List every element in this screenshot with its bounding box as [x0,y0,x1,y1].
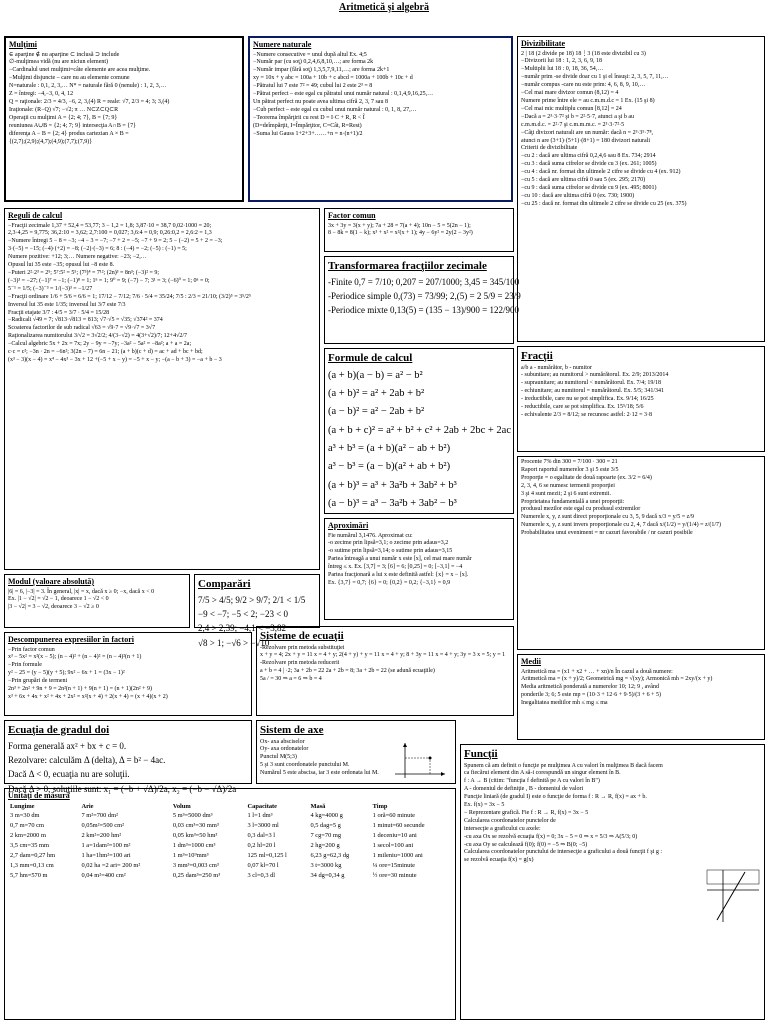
numere-line: −Cub perfect – este egal cu cubul unui număr natural : 0, 1, 8, 27,… [253,106,417,113]
section-unitati-de-masura [4,788,456,1020]
descompunere-line: 2n³ + 2n² + 9n + 9 = 2n²(n + 1) + 9(n + 1) = (n + 1)(2n² + 9) [8,686,153,693]
formule-title: Formule de calcul [328,352,413,364]
numere-line: −Pătratul lui 7 este 7² = 49; cubul lui 2 este 2³ = 8 [253,83,373,90]
reguli-line: −Numere întregi 5 − 8 = −3; −4 − 3 = −7; −7 + 2 = −5; −7 + 9 = 2; 5 − (−2) = 5 + 2 = −3; [8,238,223,245]
factor-title: Factor comun [328,211,376,220]
factor-line: 3x + 3y = 3(x + y); 7a + 28 = 7(a + 4); 10n − 5 = 5(2n − 1); [328,222,471,229]
multimi-line: −Mulţimi disjuncte – care nu au elemente comune [9,75,130,82]
descompunere-line: −Prin formule [8,662,42,669]
divizibilitate-line: −cu 3 : dacă suma cifrelor se divide cu 3 (ex. 261; 1005) [521,161,657,168]
units-cell: 7 cg=70 mg [310,831,342,839]
numere-line: −Pătrat perfect – este egal cu pătratul unui număr natural : 0,1,4,9,16,25,… [253,91,434,98]
multimi-line: −Cardinalul unei mulţimi=câte elemente are acea mulţime. [9,67,151,74]
comparari-line: √8 > 1; −√6 > −√10 [198,637,270,648]
units-cell: 125 ml=0,125 l [247,851,287,859]
section-medii [517,654,765,740]
axe-line: Numărul 5 este abscisa, iar 3 este ordonata lui M. [260,770,379,777]
units-header-cell: Lungime [10,802,35,810]
linear-function-graph-icon [705,868,761,924]
formule-line: (a + b)(a − b) = a² − b² [328,369,423,381]
divizibilitate-line: −cu 10 : dacă are ultima cifră 0 (ex. 730; 1900) [521,192,635,199]
reguli-line: −Puteri 2²·2³ = 2⁵; 5⁷:5² = 5⁵; (7³)⁴ = 7¹²; (2n)³ = 8n³; (−3)² = 9; [8,269,160,276]
modul-line: |6| = 6, |−3| = 3. În general, |x| = x, dacă x ≥ 0; −x, dacă x < 0 [8,588,155,595]
divizibilitate-line: −Dacă a = 2³·3·7² şi b = 2²·5·7, atunci a şi b au [521,113,635,120]
units-cell: 3 mm³=0,003 cm³ [172,861,219,869]
numere-line: −Teorema împărţirii cu rest D = I·C + R, R < Î [253,114,365,121]
axe-line: Punctul M(5;3) [260,754,297,761]
reguli-line: (−3)³ = −27; (−1)⁷ = −1; (−1)⁸ = 1; 1ⁿ = 1; 9⁰ = 9; (−7) − 7; 3¹ = 3; (−6)⁰ = 1; 0ⁿ = 0; [8,277,210,284]
multimi-line: reuniunea A∪B = {2; 4; 7; 9} intersecţia A∩B = {7} [9,122,136,129]
units-header-cell: Volum [172,802,191,810]
reguli-line: 2,3·4,25 = 9,775; 36,2:10 = 3,62; 2,7:100 = 0,027; 3,6:4 = 0,9; 0,26:0,2 = 2,6:2 = 1,3 [8,230,212,237]
functii-line: A - domeniul de definiţie , B - domeniul de valori [464,786,584,793]
numere-line: −Număr par (cu soţ) 0,2,4,6,8,10,…; are forma 2k [253,59,374,66]
transformarea-line: -Periodice mixte 0,13(5) = (135 − 13)/900 = 122/900 [328,305,519,316]
units-row [8,861,452,871]
transformarea-line: -Finite 0,7 = 7/10; 0,207 = 207/1000; 3,45 = 345/100 [328,276,520,287]
divizibilitate-line: −Divizorii lui 18 : 1, 2, 3, 6, 9, 18 [521,58,603,65]
section-numere-naturale [248,36,513,202]
procente-line: Numerele x, y, z sunt invers proporţionale cu 2, 4, 7 dacă x/(1/2) = y/(1/4) = z/(1/7) [521,522,721,529]
comparari-line: 7/5 > 4/5; 9/2 > 9/7; 2/1 < 1/5 [198,594,306,605]
units-cell: 0,05m²=500 cm² [81,821,125,829]
divizibilitate-line: Criterii de divizibilitate [521,145,578,152]
ecuatii-line: x + y = 4; 2x + y = 11 x = 4 + y; 2(4 + y) + y = 11 x = 4 + y; 8 + 3y = 11 x = 4 + y; 3y = 3 x = 5; y = 1 [260,652,506,659]
reguli-line: −Calcul algebric 5x + 2x = 7x; 2y − 9y = −7y; −3a² − 5a² = −8a²; a + a = 2a; [8,341,192,348]
section-transformarea-fractiilor [324,256,521,344]
multimi-line: N=naturale : 0,1, 2, 3,… N* = naturale fără 0 (nenule) : 1, 2, 3,… [9,83,167,90]
fractii-line: - echiunitare; au numitorul = numărătorul. Ex. 5/5; 341/341 [521,388,665,395]
numere-line: −Numere consecutive = unul după altul Ex. 4;5 [253,51,367,58]
aproximari-line: -o zecime prin lipsă=3,1; o zecime prin adaus=3,2 [328,540,449,547]
factor-line: 8 − 8k = 8(1 − k); x³ + x² = x²(x + 1); 4y − 6y² = 2y(2 − 3y²) [328,230,473,237]
medii-line: Aritmetică ma = (x1 + x2 + … + xn)/n În cazul a două numere: [521,668,673,675]
functii-title: Funcţii [464,748,498,760]
functii-line: Calcularea coordonatelor punctului de intersecţie a graficului a două funcţii f şi g : [464,849,663,856]
units-cell: 5,7 hm=570 m [10,871,48,879]
numere-line: (D=deîmpărţit, I=Împărţitor, C=Cât, R=Rest) [253,122,362,129]
numere-line: xy = 10x + y abc = 100a + 10b + c abcd = 1000a + 100b + 10c + d [253,75,413,82]
functii-line: Spunem că am definit o funcţie pe mulţimea A cu valori în mulţimea B dacă facem [464,762,663,769]
units-cell: 3 m=30 dm [10,812,40,819]
units-cell: 1 dm³=1000 cm³ [172,841,216,849]
units-header-cell: Capacitate [247,802,277,810]
units-cell: 1 mileniu=1000 ani [372,851,423,859]
section-formule-de-calcul [324,348,514,514]
reguli-line: −Radicali √49 = 7; √813·√813 = 813; √7·√5 = √35; √374² = 374 [8,317,163,324]
numere-line: −Suma lui Gauss 1+2+3+……+n = n·(n+1)/2 [253,130,363,137]
axe-title: Sistem de axe [260,724,324,736]
divizibilitate-line: −Multiplii lui 18 : 0, 18, 36, 54,… [521,66,604,73]
units-cell: 0,2 hl=20 l [247,841,276,849]
aproximari-line: Partea întreagă a unui număr x este [x], cel mai mare număr [328,556,472,563]
units-cell: 0,5 dag=5 g [310,821,341,829]
fractii-line: - subunitare; au numitorul > numărătorul. Ex. 2/9; 2013/2014 [521,372,669,379]
reguli-line: Fracţii etajate 3/7 : 4/5 = 3/7 · 5/4 = 15/28 [8,309,110,316]
units-cell: 1 secol=100 ani [372,841,414,849]
reguli-line: Numere pozitive: +12; 3;… Numere negative: −23; −2,… [8,254,147,261]
units-cell: 0,3 dal=3 l [247,831,276,839]
units-cell: 7 m²=700 dm² [81,812,119,819]
divizibilitate-line: −cu 25 : dacă nr. format din ultimele 2 cifre se divide cu 25 (ex. 375) [521,200,687,207]
multimi-title: Mulţimi [9,40,37,49]
descompunere-title: Descompunerea expresiilor în factori [8,635,134,644]
units-cell: 1 oră=60 minute [372,812,415,819]
formule-line: (a + b + c)² = a² + b² + c² + 2ab + 2bc + 2ac [328,424,511,436]
reguli-line: Raţionalizarea numitorului 3/√2 = 3√2/2; 4/(3−√2) = 4(3+√2)/7; 12+4√2/7 [8,333,188,340]
divizibilitate-line: −Cel mai mare divizor comun (8,12) = 4 [521,90,619,97]
units-cell: 2 km²=200 hm² [81,831,122,839]
units-row [8,821,452,831]
units-row [8,841,452,851]
gradul2-line: Dacă Δ > 0, soluţiile sunt: x₁ = (−b + √Δ)/2a, x₂ = (−b − √Δ)/2a [8,783,237,794]
divizibilitate-line: Numere prime între ele = au c.m.m.d.c = 1 Ex. (15 şi 8) [521,97,655,104]
units-cell: 1,3 mm=0,13 cm [10,861,54,869]
axe-line: 5 şi 3 sunt coordonatele punctului M. [260,762,350,769]
multimi-line: Operaţii cu mulţimi A = {2; 4; 7}, B = {7; 9} [9,114,118,121]
comparari-title: Comparări [198,578,251,590]
units-row [8,811,452,821]
aproximari-line: -o sutime prin lipsă=3,14; o sutime prin adaus=3,15 [328,548,453,555]
ecuatii-title: Sisteme de ecuaţii [260,630,344,642]
units-cell: 0,02 ha =2 ari= 200 m² [81,861,141,869]
reguli-line: −Fracţii ordinare 1/6 + 5/6 = 6/6 = 1; 17/12 − 7/12; 7/6 · 5/4 = 35/24; 7/5 : 2/3 = 21/10; (3/2)⁵ = 3⁵/2⁵ [8,293,251,300]
section-aproximari [324,518,514,620]
medii-line: Inegalitatea mediilor mh ≤ mg ≤ ma [521,700,608,707]
medii-line: Media aritmetică ponderată a numerelor 10; 12; 9 , având [521,684,659,691]
section-fractii [517,346,765,452]
divizibilitate-line: −număr compus -care nu este prim: 4, 6, 8, 9, 10,… [521,82,646,89]
units-cell: 6,23 g=62,3 dg [310,851,350,859]
ecuatii-line: a + b = 4 | ·2; 3a + 2b = 22 2a + 2b = 8; 3a + 2b = 22 (se adună ecuaţiile) [260,668,435,675]
units-table [8,803,452,881]
procente-line: 3 şi 4 sunt mezii; 2 şi 6 sunt extremii. [521,490,611,497]
modul-line: Ex. |1 − √2| = √2 − 1, deoarece 1 − √2 < 0 [8,596,109,603]
units-cell: 2,7 dam=0,27 hm [10,851,56,859]
formule-line: (a − b)³ = a³ − 3a²b + 3ab² − b³ [328,498,457,510]
units-cell: 0,07 kl=70 l [247,861,279,869]
gradul2-line: Dacă Δ < 0, ecuaţia nu are soluţii. [8,769,130,780]
units-row [8,871,452,881]
multimi-line: {(2,7);(2,9);(4,7);(4,9);(7,7);(7,9)} [9,138,93,145]
multimi-line: diferenţa A − B = {2; 4} produs cartezian A × B = [9,130,129,137]
numere-line: −Număr impar (fără soţ) 1,3,5,7,9,11,…; are forma 2k+1 [253,67,390,74]
fractii-line: - reductibile, care se pot simplifica. Ex. 15⁵/18; 5/6 [521,404,644,411]
section-reguli-de-calcul [4,208,320,570]
units-title: Unităţi de măsură [8,791,70,800]
section-sisteme-de-ecuatii [256,626,514,716]
reguli-line: (x³ − 3)(x − 4) = x⁴ − 4x³ − 3x + 12 +(−5 + x − y) = −5 + x − y; −(a − b + 3) = −a + b − 3 [8,356,222,363]
units-cell: 1 ha=1hm²=100 ari [81,851,131,859]
section-procente [517,456,765,650]
units-cell: 5 m³=5000 dm³ [172,812,213,819]
gradul2-line: Forma generală ax² + bx + c = 0. [8,740,127,751]
reguli-line: −Fracţii zecimale 1,37 + 52,4 = 53,77; 3 − 1,2 = 1,8; 3,87·10 = 38,7 0,02·1000 = 20; [8,222,212,229]
units-cell: 3 t=3000 kg [310,861,342,869]
descompunere-line: x³ − 5x² = x²(x − 5); (n − 4)² + (n − 4)² = (n − 4)²(n + 1) [8,654,142,661]
ecuatii-line: -Rezolvare prin metoda reducerii [260,660,340,667]
divizibilitate-line: −Câţi divizori naturali are un număr: dacă n = 2³·3⁵·7⁸, [521,129,654,136]
procente-line: Probabilitatea unui eveniment = nr cazuri favorabile / nr cazuri posibile [521,530,693,537]
units-cell: 0,04 m²=400 cm² [81,871,126,879]
formule-line: (a + b)² = a² + 2ab + b² [328,387,425,399]
divizibilitate-line: −cu 9 : dacă suma cifrelor se divide cu 9 (ex. 495; 8001) [521,184,657,191]
procente-line: Proporţie = o egalitate de două rapoarte (ex. 3/2 = 6/4) [521,474,652,481]
multimi-line: Q = raţionale: 2/3 = 4/3, −6, 2, 3,(4) R = reale: √7, 2/3 = 4; 3; 3,(4) [9,98,170,105]
units-cell: 0,25 dam³=250 m³ [172,871,221,879]
formule-line: a³ − b³ = (a − b)(a² + ab + b²) [328,461,451,473]
divizibilitate-line: −cu 5 : dacă are ultima cifră 0 sau 5 (ex. 295; 2170) [521,177,646,184]
procente-line: Raport raportul numerelor 3 şi 5 este 3/5 [521,466,619,473]
units-cell: 4 kg=4000 g [310,812,343,819]
aproximari-line: Fie numărul 3,1476. Aproximat cu: [328,532,413,539]
page-title: Aritmetică şi algebră [339,2,429,13]
units-cell: ½ ore=30 minute [372,871,417,879]
multimi-line: Iraţionale: (R−Q) √7; −√2; π … N⊂Z⊂Q⊂R [9,106,119,113]
multimi-line: ∈ aparţine ∉ nu aparţine ⊂ inclusă ⊃ include [9,51,120,58]
descompunere-line: −Prin factor comun [8,646,55,653]
units-cell: 3 cl=0,3 dl [247,871,276,879]
section-multimi [4,36,244,202]
fractii-title: Fracţii [521,350,553,362]
medii-title: Medii [521,657,541,666]
numere-line: Un pătrat perfect nu poate avea ultima cifră 2, 3, 7 sau 8 [253,98,388,105]
units-cell: 1 minut=60 secunde [372,821,425,829]
procente-line: Numerele x, y, z sunt direct proporţionale cu 3, 5, 9 dacă x/3 = y/5 = z/9 [521,514,694,521]
units-cell: 1 a=1dam²=100 m² [81,841,131,849]
aproximari-line: Partea fracţionară a lui x este definită astfel: {x} = x − [x]. [328,572,469,579]
section-divizibilitate [517,36,765,342]
divizibilitate-line: 2 | 18 (2 divide pe 18) 18⋮3 (18 este divizibil cu 3) [521,50,646,57]
axe-line: Ox- axa absciselor [260,738,305,745]
functii-line: intersecţie a graficului cu axele: [464,825,541,832]
coordinate-axes-icon [390,740,450,780]
comparari-line: 2,4 > 2,39; −4,1 < −3,82 [198,623,287,634]
reguli-line: Inversul lui 35 este 1/35; inversul lui 3/7 este 7/3 [8,301,126,308]
divizibilitate-line: −număr prim -se divide doar cu 1 şi el însuşi: 2, 3, 5, 7, 11,… [521,74,669,81]
ecuatii-line: -Rezolvare prin metoda substituţiei [260,644,345,651]
multimi-line: Z = întregi: −4,−3, 0, 4, 12 [9,91,74,98]
modul-title: Modul (valoare absolută) [8,577,95,586]
procente-line: 2, 3, 4, 6 se numesc termenii proporţiei [521,482,615,489]
formule-line: a³ + b³ = (a + b)(a² − ab + b²) [328,443,451,455]
transformarea-line: -Periodice simple 0,(73) = 73/99; 2,(5) = 2 5/9 = 23/9 [328,290,521,301]
units-header-cell: Arie [81,802,94,810]
numere-title: Numere naturale [253,40,312,49]
gradul2-title: Ecuaţia de gradul doi [8,724,110,736]
divizibilitate-title: Divizibilitate [521,39,565,48]
transformarea-title: Transformarea fracţiilor zecimale [328,260,487,272]
units-cell: 34 dg=0,34 g [310,871,345,879]
section-factor-comun [324,208,514,252]
medii-line: ponderile 3; 6; 5 este mp = (10·3 + 12·6 + 9·5)/(3 + 6 + 5) [521,692,662,699]
units-row [8,831,452,841]
units-header-cell: Timp [372,802,388,810]
units-cell: 1 deceniu=10 ani [372,831,417,839]
procente-line: produsul mezilor este egal cu produsul extremilor [521,506,641,513]
section-ecuatia-de-gradul-doi [4,720,252,794]
aproximari-line: Ex. {3,7} = 0,7; {6} = 0; {0,2} = 0,2; {−3,1} = 0,9 [328,579,451,586]
divizibilitate-line: −Cel mai mic multiplu comun [8,12] = 24 [521,105,622,112]
fractii-line: - echivalente 2/3 = 8/12; se recunosc astfel: 2·12 = 3·8 [521,411,653,418]
units-cell: 0,7 m=70 cm [10,821,44,829]
units-cell: 3,5 cm=35 mm [10,841,49,849]
formule-line: (a + b)³ = a³ + 3a²b + 3ab² + b³ [328,479,457,491]
modul-line: |3 − √2| = 3 − √2, deoarece 3 − √2 ≥ 0 [8,604,99,611]
reguli-line: 3·(−5) = −15; (−4)·(+2) = −8; (−2)·(−3) = 6; 8 : (−4) = −2; (−5) : (−1) = 5; [8,246,187,253]
units-cell: ¼ ore=15minute [372,861,415,869]
units-cell: 2 hg=200 g [310,841,340,849]
functii-line: − Reprezentare grafică. Fie f : R → R, f(x) = 3x − 5 [464,809,589,816]
axe-line: Oy- axa ordonatelor [260,746,309,753]
functii-line: Calcularea coordonatelor punctelor de [464,817,556,824]
functii-line: Funcţie liniară (de gradul I) este o funcţie de forma f : R → R, f(x) = ax + b. [464,794,647,801]
descompunere-line: x³ + 6x + 4x + x² + 4x + 2x² = x²(x + 4) + 2(x + 4) = (x + 4)(x + 2) [8,693,168,700]
section-modul [4,574,190,628]
units-cell: 1 l=1 dm³ [247,812,273,819]
descompunere-line: −Prin grupări de termeni [8,678,68,685]
aproximari-line: întreg ≤ x. Ex. [3,7] = 3; [6] = 6; [0,25] = 0; [−3,1] = −4 [328,564,463,571]
functii-line: -cu axa Oy se calculează f(0); f(0) = −5 ⇒ B(0; −5) [464,841,588,848]
reguli-line: Scoaterea factorilor de sub radical √63 = √9·7 = √9·√7 = 3√7 [8,325,156,332]
reguli-title: Reguli de calcul [8,211,63,220]
gradul2-line: Rezolvare: calculăm Δ (delta), Δ = b² − 4ac. [8,754,166,765]
functii-line: se rezolvă ecuaţia f(x) = g(x) [464,857,534,864]
fractii-line: - ireductibile, care nu se pot simplifica. Ex. 9/14; 16/25 [521,396,654,403]
reguli-line: c·c = c²; −3n · 2n = −6n²; 3(2n − 7) = 6n − 21; (a + b)(c + d) = ac + ad + bc + bd; [8,349,203,356]
descompunere-line: y² − 25 = (y − 5)(y + 5); 9x² − 6x + 1 = (3x − 1)² [8,670,125,677]
formule-line: (a − b)² = a² − 2ab + b² [328,406,425,418]
units-cell: 1 m³=10⁹mm³ [172,851,209,859]
aproximari-title: Aproximări [328,521,369,530]
procente-line: Proprietatea fundamentală a unei proporţii: [521,498,625,505]
units-cell: 0,05 km³=50 hm³ [172,831,218,839]
units-header-cell: Masă [310,802,326,810]
medii-line: Aritmetică ma = (x + y)/2; Geometrică mg = √(xy); Armonică mh = 2xy/(x + y) [521,676,713,683]
units-cell: 3 l=3000 ml [247,821,279,829]
divizibilitate-line: −cu 4 : dacă nr. format din ultimele 2 cifre se divide cu 4 (ex. 912) [521,169,681,176]
fractii-line: a/b a - numărător, b - numitor [521,364,592,371]
divizibilitate-line: c.m.m.d.c. = 2²·7 şi c.m.m.m.c. = 2³·3·7²·5 [521,121,625,128]
functii-line: ca fiecărui element din A să-i corespundă un singur element în B. [464,770,621,777]
reguli-line: Opusul lui 35 este −35; opusul lui −8 este 8. [8,262,115,269]
fractii-line: - supraunitare; au numitorul < numărătorul. Ex. 7/4; 19/18 [521,380,662,387]
units-cell: 2 km=2000 m [10,831,46,839]
multimi-line: ∅-mulţimea vidă (nu are niciun element) [9,59,109,66]
units-cell: 0,03 cm³=30 mm³ [172,821,219,829]
units-row [8,851,452,861]
divizibilitate-line: atunci n are (3+1)·(5+1)·(8+1) = 180 divizori naturali [521,137,650,144]
reguli-line: 5⁻¹ = 1/5; (−3)⁻³ = 1/(−3)³ = −1/27 [8,285,93,292]
procente-line: Procente 7% din 300 = 7/100 · 300 = 21 [521,459,618,465]
section-descompunere [4,632,252,716]
divizibilitate-line: −cu 2 : dacă are ultima cifră 0,2,4,6 sau 8 Ex. 734; 2914 [521,153,656,160]
functii-line: f : A → B (citim: "funcţia f definită pe A cu valori în B") [464,778,600,785]
ecuatii-line: 5a / = 30 ⇒ a = 6 ⇒ b = 4 [260,676,322,683]
functii-line: -cu axa Ox se rezolvă ecuaţia f(x) = 0; 3x − 5 = 0 ⇒ x = 5/3 ⇒ A(5/3; 0) [464,833,638,840]
functii-line: Ex. f(x) = 3x − 5 [464,802,505,809]
comparari-line: −9 < −7; −5 < 2; −23 < 0 [198,608,289,619]
